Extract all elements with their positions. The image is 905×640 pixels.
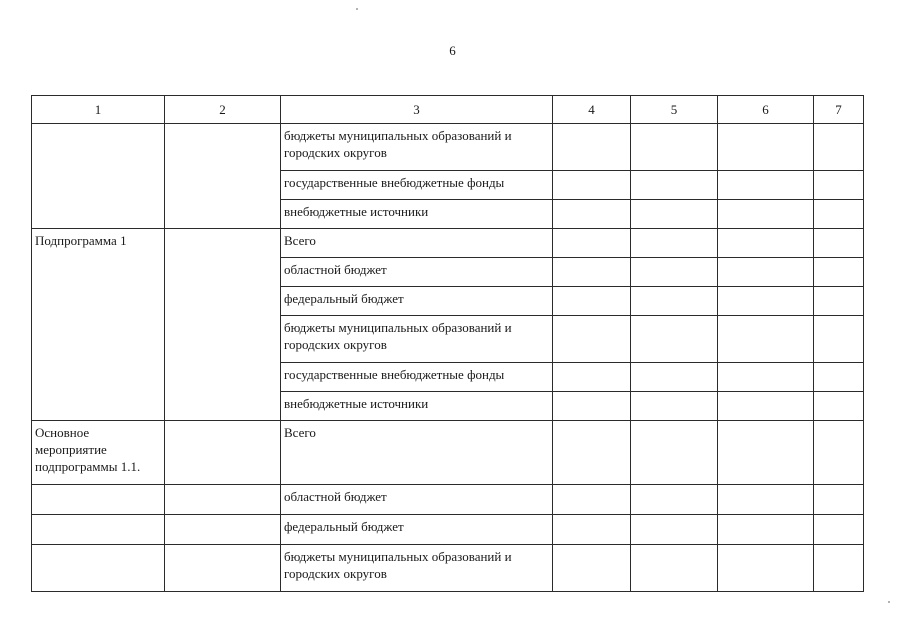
- budget-table: [31, 95, 864, 592]
- scan-speck: [356, 8, 358, 10]
- table-row: [32, 515, 864, 545]
- funding-source-cell: бюджеты муниципальных образований и городских округов: [281, 545, 553, 592]
- value-cell: [631, 171, 718, 200]
- value-cell: [814, 316, 864, 363]
- value-cell: [631, 421, 718, 485]
- value-cell: [718, 229, 814, 258]
- column-header: 3: [281, 96, 553, 124]
- executor-cell: [165, 421, 281, 485]
- value-cell: [814, 421, 864, 485]
- value-cell: [718, 485, 814, 515]
- value-cell: [553, 258, 631, 287]
- funding-source-cell: бюджеты муниципальных образований и городских округов: [281, 316, 553, 363]
- value-cell: [631, 229, 718, 258]
- value-cell: [814, 124, 864, 171]
- column-header: 6: [718, 96, 814, 124]
- value-cell: [814, 363, 864, 392]
- value-cell: [553, 200, 631, 229]
- value-cell: [814, 258, 864, 287]
- value-cell: [553, 316, 631, 363]
- value-cell: [631, 258, 718, 287]
- funding-source-cell: государственные внебюджетные фонды: [281, 171, 553, 200]
- executor-cell: [165, 124, 281, 229]
- value-cell: [814, 515, 864, 545]
- executor-cell: [165, 515, 281, 545]
- column-header: 2: [165, 96, 281, 124]
- funding-source-cell: бюджеты муниципальных образований и городских округов: [281, 124, 553, 171]
- value-cell: [718, 421, 814, 485]
- value-cell: [631, 287, 718, 316]
- value-cell: [814, 200, 864, 229]
- program-name-cell: [32, 485, 165, 515]
- table-row: [32, 124, 864, 171]
- value-cell: [814, 229, 864, 258]
- value-cell: [631, 485, 718, 515]
- value-cell: [553, 421, 631, 485]
- value-cell: [553, 545, 631, 592]
- column-header: 5: [631, 96, 718, 124]
- value-cell: [814, 287, 864, 316]
- program-name-cell: [32, 515, 165, 545]
- column-header: 7: [814, 96, 864, 124]
- page-number: 6: [449, 43, 456, 58]
- value-cell: [718, 258, 814, 287]
- executor-cell: [165, 485, 281, 515]
- value-cell: [718, 392, 814, 421]
- funding-source-cell: федеральный бюджет: [281, 287, 553, 316]
- value-cell: [553, 392, 631, 421]
- value-cell: [718, 316, 814, 363]
- value-cell: [553, 485, 631, 515]
- value-cell: [553, 363, 631, 392]
- value-cell: [631, 363, 718, 392]
- value-cell: [631, 392, 718, 421]
- value-cell: [814, 545, 864, 592]
- value-cell: [553, 515, 631, 545]
- program-name-cell: Подпрограмма 1: [32, 229, 165, 421]
- column-header: 1: [32, 96, 165, 124]
- value-cell: [718, 171, 814, 200]
- value-cell: [814, 171, 864, 200]
- value-cell: [631, 124, 718, 171]
- funding-source-cell: Всего: [281, 421, 553, 485]
- column-header: 4: [553, 96, 631, 124]
- value-cell: [553, 171, 631, 200]
- funding-source-cell: областной бюджет: [281, 485, 553, 515]
- value-cell: [553, 229, 631, 258]
- funding-source-cell: внебюджетные источники: [281, 200, 553, 229]
- funding-source-cell: Всего: [281, 229, 553, 258]
- value-cell: [814, 485, 864, 515]
- table-header-row: [32, 96, 864, 124]
- program-name-cell: Основное мероприятие подпрограммы 1.1.: [32, 421, 165, 485]
- program-name-cell: [32, 545, 165, 592]
- value-cell: [631, 200, 718, 229]
- funding-source-cell: государственные внебюджетные фонды: [281, 363, 553, 392]
- value-cell: [631, 545, 718, 592]
- scan-speck: [888, 601, 890, 603]
- value-cell: [718, 200, 814, 229]
- value-cell: [553, 124, 631, 171]
- program-name-cell: [32, 124, 165, 229]
- value-cell: [718, 545, 814, 592]
- funding-source-cell: областной бюджет: [281, 258, 553, 287]
- value-cell: [631, 515, 718, 545]
- value-cell: [718, 287, 814, 316]
- table-row: [32, 485, 864, 515]
- value-cell: [814, 392, 864, 421]
- funding-source-cell: федеральный бюджет: [281, 515, 553, 545]
- funding-source-cell: внебюджетные источники: [281, 392, 553, 421]
- table-row: [32, 545, 864, 592]
- value-cell: [718, 124, 814, 171]
- value-cell: [718, 515, 814, 545]
- table-row: [32, 229, 864, 258]
- executor-cell: [165, 545, 281, 592]
- executor-cell: [165, 229, 281, 421]
- value-cell: [631, 316, 718, 363]
- table-row: [32, 421, 864, 485]
- value-cell: [553, 287, 631, 316]
- value-cell: [718, 363, 814, 392]
